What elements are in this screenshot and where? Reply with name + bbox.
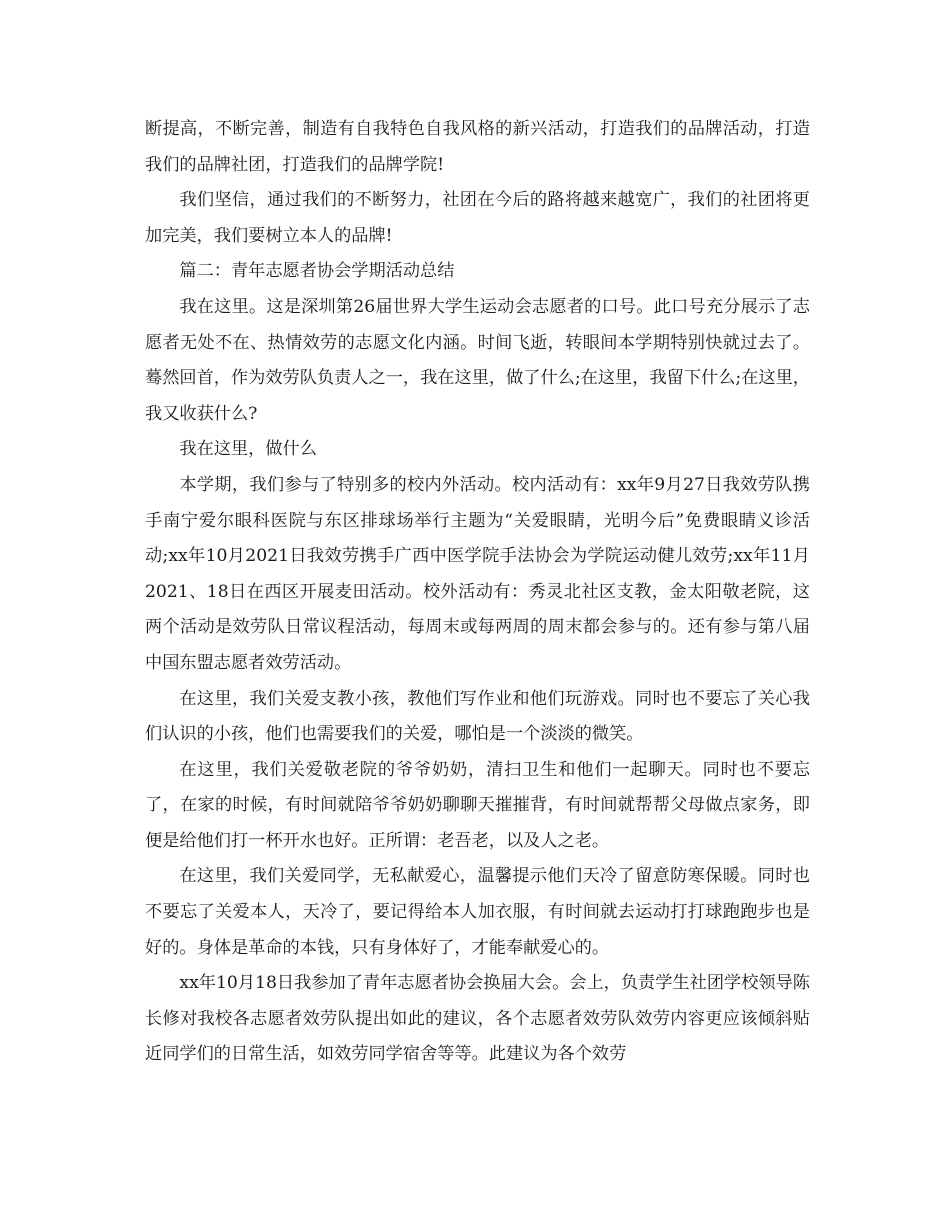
paragraph-4: 本学期，我们参与了特别多的校内外活动。校内活动有：xx年9月27日我效劳队携手南宁爱尔眼科医院与东区排球场举行主题为“关爱眼睛，光明今后”免费眼睛义诊活动;xx年10月2021日我效劳携手广西中医学院手法协会为学院运动健儿效劳;xx年11月2021、18日在西区开展麦田活动。校外活动有：秀灵北社区支教，金太阳敬老院，这两个活动是效劳队日常议程活动，每周末或每两周的周末都会参与的。还有参与第八届中国东盟志愿者效劳活动。 [145,474,810,673]
body-text [145,112,810,1073]
section-heading: 篇二：青年志愿者协会学期活动总结 [179,261,455,282]
paragraph-6: 在这里，我们关爱敬老院的爷爷奶奶，清扫卫生和他们一起聊天。同时也不要忘了，在家的时候，有时间就陪爷爷奶奶聊聊天摧摧背，有时间就帮帮父母做点家务，即便是给他们打一杯开水也好。正所谓：老吾老，以及人之老。 [145,759,810,851]
paragraph-2: 我们坚信，通过我们的不断努力，社团在今后的路将越来越宽广，我们的社团将更加完美，我们要树立本人的品牌! [145,190,810,246]
paragraph-5: 在这里，我们关爱支教小孩，教他们写作业和他们玩游戏。同时也不要忘了关心我们认识的小孩，他们也需要我们的关爱，哪怕是一个淡淡的微笑。 [145,688,810,745]
paragraph-7: 在这里，我们关爱同学，无私献爱心，温馨提示他们天冷了留意防寒保暖。同时也不要忘了关爱本人，天冷了，要记得给本人加衣服，有时间就去运动打打球跑跑步也是好的。身体是革命的本钱，只有身体好了，才能奉献爱心的。 [145,866,810,958]
paragraph-3: 我在这里。这是深圳第26届世界大学生运动会志愿者的口号。此口号充分展示了志愿者无处不在、热情效劳的志愿文化内涵。时间飞逝，转眼间本学期特别快就过去了。蓦然回首，作为效劳队负责人之一，我在这里，做了什么;在这里，我留下什么;在这里，我又收获什么? [145,296,810,424]
paragraph-1: 断提高，不断完善，制造有自我特色自我风格的新兴活动，打造我们的品牌活动，打造我们的品牌社团，打造我们的品牌学院! [145,119,810,175]
paragraph-8: xx年10月18日我参加了青年志愿者协会换届大会。会上，负责学生社团学校领导陈长修对我校各志愿者效劳队提出如此的建议，各个志愿者效劳队效劳内容更应该倾斜贴近同学们的日常生活，如效劳同学宿舍等等。此建议为各个效劳 [145,973,810,1065]
subheading: 我在这里，做什么 [179,439,317,460]
